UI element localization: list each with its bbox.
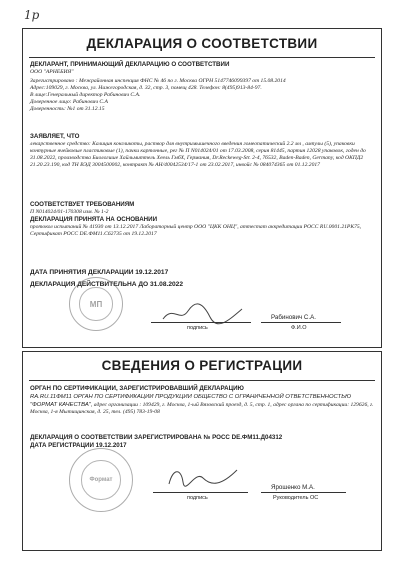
registration-title-divider	[29, 380, 375, 381]
accepted-date: ДАТА ПРИНЯТИЯ ДЕКЛАРАЦИИ 19.12.2017	[30, 269, 169, 276]
valid-until: ДЕКЛАРАЦИЯ ДЕЙСТВИТЕЛЬНА ДО 31.08.2022	[30, 281, 183, 288]
declarant-address: Адрес:109029, г. Москва, ул. Нижегородская, д. 32, стр. 3, помещ 428. Телефон: 8(495)913-84-97.	[30, 85, 262, 91]
declarant-proxy: Доверенное лицо: Рабинович С.А	[30, 99, 108, 105]
standards-heading: СООТВЕТСТВУЕТ ТРЕБОВАНИЯМ	[30, 201, 135, 208]
declarant-name: ООО "АРНЕБИЯ"	[30, 69, 74, 75]
standards-section	[30, 201, 374, 238]
declarant-signature-scribble	[158, 301, 248, 327]
certification-signer-name: Ярошенко М.А.	[271, 484, 315, 491]
claims-section	[30, 133, 374, 169]
certification-head-caption: Руководитель ОС	[273, 495, 319, 501]
declaration-box	[22, 28, 382, 348]
certification-body-name: RA.RU.11ФМ11 ОРГАН ПО СЕРТИФИКАЦИИ ПРОДУКЦИИ ОБЩЕСТВО С ОГРАНИЧЕННОЙ ОТВЕТСТВЕННОСТЬЮ "ФОРМАТ КАЧЕСТВА"	[30, 394, 352, 408]
declarant-fio-caption: Ф.И.О	[291, 325, 307, 331]
certification-name-line	[261, 492, 346, 493]
declarant-power-of-attorney: Доверенность: №1 от 31.12.15	[30, 106, 105, 112]
declarant-director: В лице:Генеральный директор Рабинович С.А.	[30, 92, 141, 98]
certification-seal	[69, 448, 133, 512]
certification-seal-center: Формат	[81, 460, 120, 499]
declarant-heading: ДЕКЛАРАНТ, ПРИНИМАЮЩИЙ ДЕКЛАРАЦИЮ О СООТВЕТСТВИИ	[30, 61, 230, 68]
declarant-name-line	[261, 322, 341, 323]
registration-title: СВЕДЕНИЯ О РЕГИСТРАЦИИ	[101, 358, 303, 373]
registration-number: ДЕКЛАРАЦИЯ О СООТВЕТСТВИИ ЗАРЕГИСТРИРОВАНА № РОСС DE.ФМ11.Д04312	[30, 434, 283, 441]
certification-signature-caption: подпись	[187, 495, 208, 501]
certification-body-section	[30, 385, 374, 416]
registration-number-section	[30, 434, 374, 450]
declarant-seal	[69, 277, 123, 331]
declarant-seal-center: MП	[79, 287, 112, 320]
declarant-signer-name: Рабинович С.А.	[271, 314, 316, 321]
basis-heading: ДЕКЛАРАЦИЯ ПРИНЯТА НА ОСНОВАНИИ	[30, 216, 158, 223]
claims-text: лекарственное средство: Калиция конгликоты, раствор для внутримышечного введения гомеопатический 2.2 мл , ампулы (5), упаковки контурные ячейковые пластиковые (1), пачки картонные, рег № П N014024/01 от 17.03.2008, серия 81445, партия 12028 упаковок, годен до 31.08.2022, производства Биологише Хайльмиттель Хеель ГмбХ, Германия, Dr.Reckeweg-Str. 2-4, 76532, Baden-Baden, Germany, код ОКПД2 21.20.23.190, код ТН ВЭД 3004500002, контракт № АН/40042534/17-1 от 23.02.2017, инвойс № 084074365 от 01.12.2017	[30, 141, 366, 168]
title-divider	[29, 57, 375, 58]
standards-text: П N014024/01-170308 изм. № 1-2	[30, 209, 109, 215]
declarant-signature-line	[151, 322, 251, 323]
registration-box	[22, 351, 382, 551]
certification-signature-scribble	[163, 464, 243, 492]
declaration-title: ДЕКЛАРАЦИЯ О СООТВЕТСТВИИ	[86, 36, 318, 51]
declarant-registration: Зарегистрировано : Межрайонная инспекция ФНС № 46 по г. Москва ОГРН 5147746099397 от 15.08.2014	[30, 78, 286, 84]
basis-text: протокол испытаний № 41930 от 13.12.2017 Лабораторный центр ООО "ЦКК ОНЦ", аттестат аккредитации РОСС RU.0001.21PK75, Сертификат РОСС DE.ФМ11.С62735 от 19.12.2017	[30, 224, 362, 237]
certification-body-heading: ОРГАН ПО СЕРТИФИКАЦИИ, ЗАРЕГИСТРИРОВАВШИЙ ДЕКЛАРАЦИЮ	[30, 385, 244, 392]
declarant-signature-caption: подпись	[187, 325, 208, 331]
certification-body-address: , адрес организации : 109429, г. Москва, 1-ый Вязовский проезд, д. 5, стр. 1, адрес органа по сертификации: 129626, г. Москва, 1-я Мытищинская, д. 25, тел. (495) 783-19-08	[30, 402, 374, 415]
claims-heading: ЗАЯВЛЯЕТ, ЧТО	[30, 133, 80, 140]
handwritten-page-mark: 1р	[24, 8, 40, 22]
registration-date: ДАТА РЕГИСТРАЦИИ 19.12.2017	[30, 442, 127, 449]
document-sheet	[22, 18, 384, 553]
declarant-section	[30, 61, 374, 113]
certification-signature-line	[153, 492, 248, 493]
